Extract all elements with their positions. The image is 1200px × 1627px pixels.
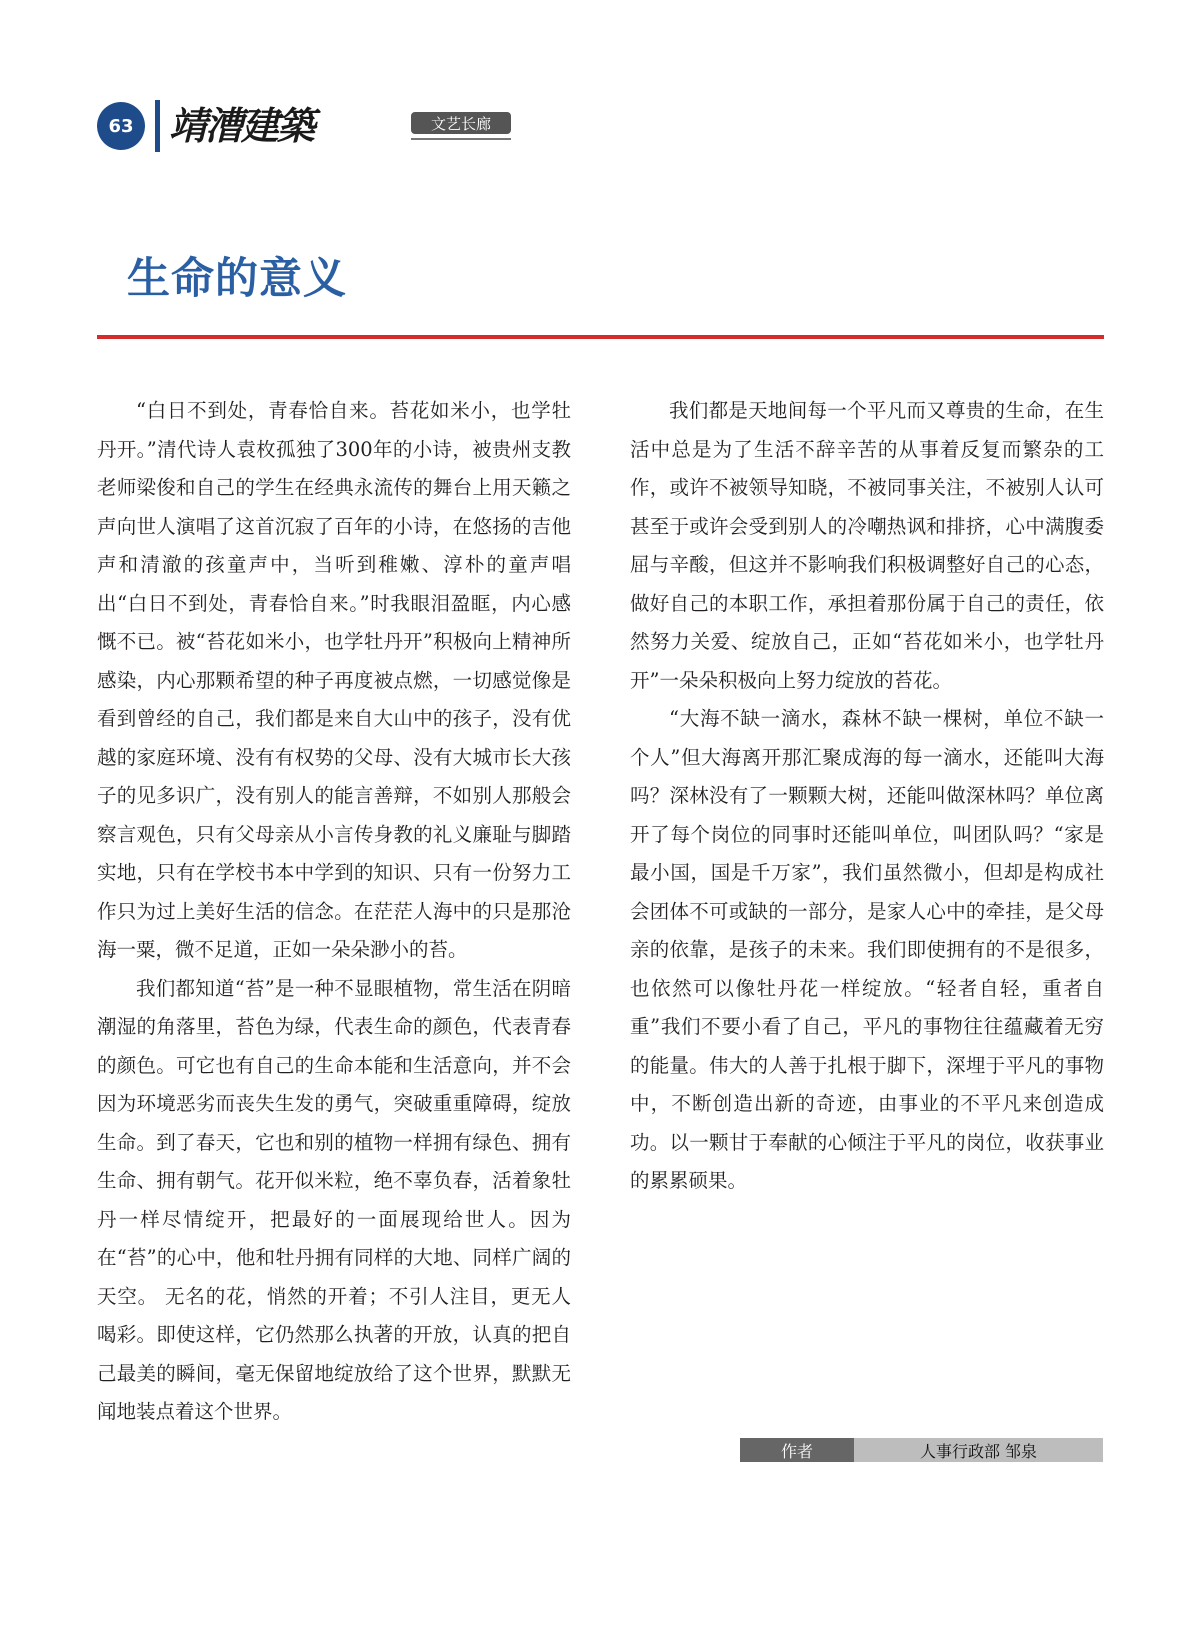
author-byline (740, 1438, 1103, 1462)
header-divider (155, 100, 160, 152)
article-title: 生命的意义 (127, 254, 347, 304)
paragraph: 我们都是天地间每一个平凡而又尊贵的生命，在生活中总是为了生活不辞辛苦的从事着反复而繁杂的工作，或许不被领导知晓，不被同事关注，不被别人认可甚至于或许会受到别人的冷嘲热讽和排挤，心中满腹委屈与辛酸，但这并不影响我们积极调整好自己的心态，做好自己的本职工作，承担着那份属于自己的责任，依然努力关爱、绽放自己，正如“苔花如米小，也学牡丹开”一朵朵积极向上努力绽放的苔花。 (630, 399, 1104, 692)
author-name: 人事行政部 邹泉 (854, 1438, 1103, 1462)
paragraph: “白日不到处，青春恰自来。苔花如米小，也学牡丹开。”清代诗人袁枚孤独了300年的小诗，被贵州支教老师梁俊和自己的学生在经典永流传的舞台上用天籁之声向世人演唱了这首沉寂了百年的小诗，在悠扬的吉他声和清澈的孩童声中，当听到稚嫩、淳朴的童声唱出“白日不到处，青春恰自来。”时我眼泪盈眶，内心感慨不已。被“苔花如米小，也学牡丹开”积极向上精神所感染，内心那颗希望的种子再度被点燃，一切感觉像是看到曾经的自己，我们都是来自大山中的孩子，没有优越的家庭环境、没有有权势的父母、没有大城市长大孩子的见多识广，没有别人的能言善辩，不如别人那般会察言观色，只有父母亲从小言传身教的礼义廉耻与脚踏实地，只有在学校书本中学到的知识、只有一份努力工作只为过上美好生活的信念。在茫茫人海中的只是那沧海一粟，微不足道，正如一朵朵渺小的苔。 (97, 399, 571, 961)
paragraph: 我们都知道“苔”是一种不显眼植物，常生活在阴暗潮湿的角落里，苔色为绿，代表生命的颜色，代表青春的颜色。可它也有自己的生命本能和生活意向，并不会因为环境恶劣而丧失生发的勇气，突破重重障碍，绽放生命。到了春天，它也和别的植物一样拥有绿色、拥有生命、拥有朝气。花开似米粒，绝不辜负春，活着象牡丹一样尽情绽开，把最好的一面展现给世人。因为在“苔”的心中，他和牡丹拥有同样的大地、同样广阔的天空。 无名的花，悄然的开着；不引人注目，更无人喝彩。即使这样，它仍然那么执著的开放，认真的把自己最美的瞬间，毫无保留地绽放给了这个世界，默默无闻地装点着这个世界。 (97, 976, 571, 1423)
paragraph: “大海不缺一滴水，森林不缺一棵树，单位不缺一个人”但大海离开那汇聚成海的每一滴水，还能叫大海吗？深林没有了一颗颗大树，还能叫做深林吗？单位离开了每个岗位的同事时还能叫单位，叫团队吗？“家是最小国，国是千万家”，我们虽然微小，但却是构成社会团体不可或缺的一部分，是家人心中的牵挂，是父母亲的依靠，是孩子的未来。我们即使拥有的不是很多，也依然可以像牡丹花一样绽放。“轻者自轻，重者自重”我们不要小看了自己，平凡的事物往往蕴藏着无穷的能量。伟大的人善于扎根于脚下，深埋于平凡的事物中，不断创造出新的奇迹，由事业的不平凡来创造成功。以一颗甘于奉献的心倾注于平凡的岗位，收获事业的累累硕果。 (630, 707, 1104, 1192)
author-label: 作者 (740, 1438, 854, 1462)
left-column (97, 392, 571, 1432)
right-column (630, 392, 1104, 1201)
section-tag: 文艺长廊 (411, 112, 511, 134)
brand-logo: 靖漕建築 (169, 103, 314, 148)
page-number-badge: 63 (97, 102, 145, 150)
title-divider (97, 335, 1104, 339)
section-tag-underline (411, 138, 511, 140)
